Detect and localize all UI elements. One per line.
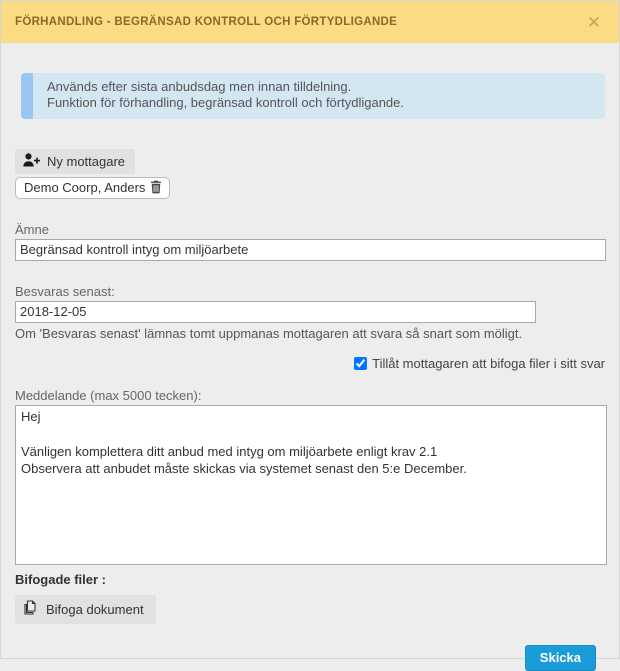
send-button[interactable]: Skicka [525,645,596,671]
info-banner-stripe [21,73,33,119]
allow-attachments-checkbox[interactable] [354,357,367,370]
allow-attachments-label[interactable]: Tillåt mottagaren att bifoga filer i sitt svar [372,355,605,371]
attached-files-label: Bifogade filer : [15,571,107,587]
dialog-title: FÖRHANDLING - BEGRÄNSAD KONTROLL OCH FÖRTYDLIGANDE [15,16,398,28]
info-banner [21,73,605,119]
close-icon[interactable]: ✕ [586,12,601,32]
attach-document-label: Bifoga dokument [46,601,144,617]
info-line-2: Funktion för förhandling, begränsad kontroll och förtydligande. [47,95,404,111]
recipient-chip [15,177,170,199]
recipient-name: Demo Coorp, Anders [24,179,146,195]
new-recipient-button[interactable] [15,149,135,174]
subject-label: Ämne [15,221,49,237]
new-recipient-label: Ny mottagare [47,153,126,169]
trash-icon[interactable] [150,180,162,194]
deadline-help-text: Om 'Besvaras senast' lämnas tomt uppmanas mottagaren att svara så snart som möligt. [15,325,523,341]
info-banner-text [33,73,414,119]
deadline-label: Besvaras senast: [15,283,115,299]
allow-attachments-row [15,356,605,371]
subject-input[interactable] [15,239,606,261]
attach-document-button[interactable] [15,595,156,624]
dialog-footer [15,645,605,671]
message-textarea[interactable] [15,405,607,565]
copy-documents-icon [23,600,39,619]
recipient-chip-row [15,177,605,199]
dialog-body [1,43,619,671]
person-plus-icon [23,153,40,170]
message-label: Meddelande (max 5000 tecken): [15,387,202,403]
new-recipient-row [15,149,605,174]
deadline-input[interactable] [15,301,536,323]
info-line-1: Används efter sista anbudsdag men innan tilldelning. [47,79,352,94]
dialog-header [1,1,619,43]
